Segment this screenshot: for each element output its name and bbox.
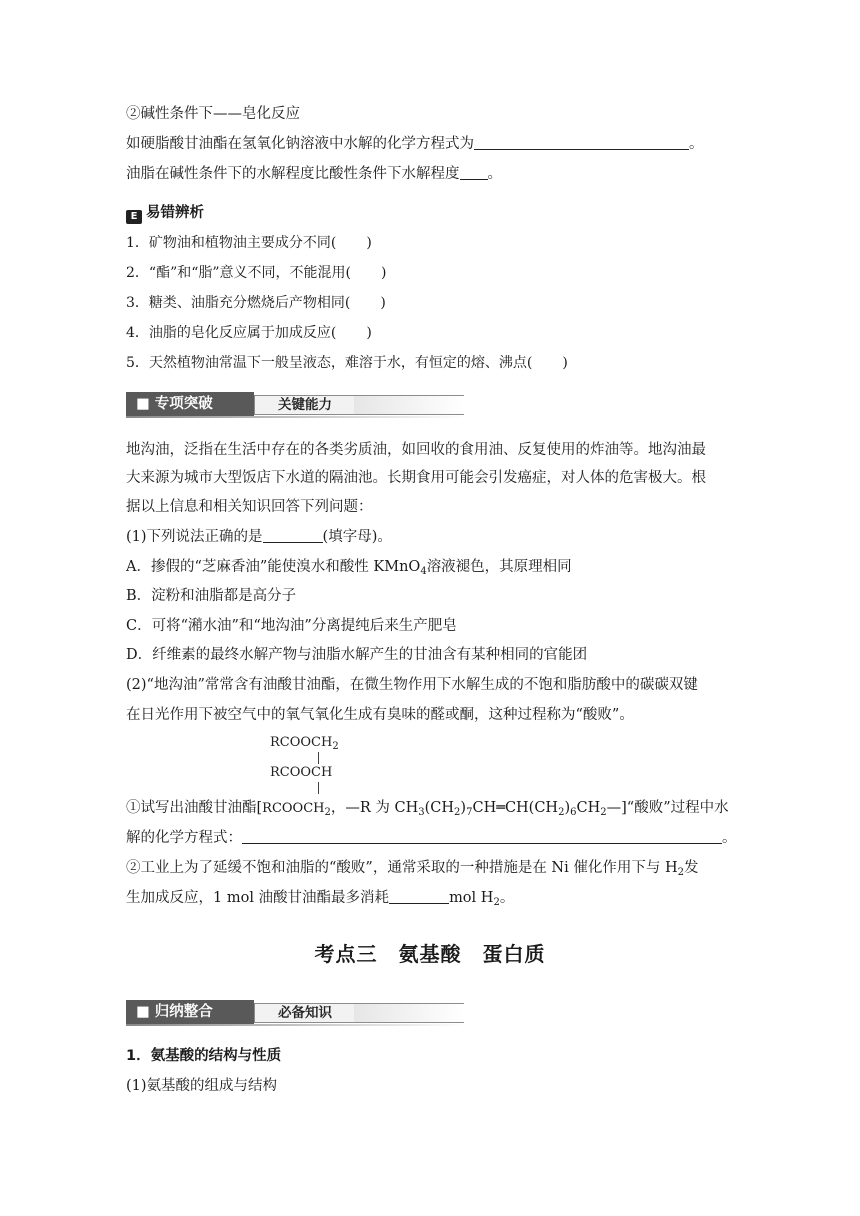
option-a: A．掺假的“芝麻香油”能使溴水和酸性 KMnO$_4$溶液褪色，其原理相同 [126, 559, 572, 577]
banner-light-label: 关键能力 [254, 395, 355, 415]
structure-row-1: $RCOOCH_2$ [270, 735, 339, 752]
banner-rule [126, 416, 464, 418]
error-item-1: 1．矿物油和植物油主要成分不同( ) [126, 235, 372, 251]
sub-question-1-answer: 解的化学方程式： 。 [126, 830, 737, 846]
equation-prompt-line: 如硬脂酸甘油酯在氢氧化钠溶液中水解的化学方程式为 。 [126, 136, 704, 152]
alkaline-condition-line: ②碱性条件下——皂化反应 [126, 106, 300, 122]
answer-blank[interactable] [474, 135, 689, 150]
question-2-line: (2)“地沟油”常常含有油酸甘油酯，在微生物作用下水解生成的不饱和脂肪酸中的碳碳双键 [126, 677, 698, 693]
bond-line [318, 782, 319, 794]
banner-dark-label: ■ 专项突破 [126, 392, 254, 416]
option-d: D．纤维素的最终水解产物与油脂水解产生的甘油含有某种相同的官能团 [126, 647, 588, 663]
question-2-line: 在日光作用下被空气中的氧气氧化生成有臭味的醛或酮，这种过程称为“酸败”。 [126, 707, 634, 723]
answer-blank[interactable] [389, 889, 449, 904]
summary-banner [126, 1000, 464, 1024]
e-badge-icon: E [126, 210, 142, 224]
amino-acid-heading: 1．氨基酸的结构与性质 [126, 1048, 282, 1064]
error-item-3: 3．糖类、油脂充分燃烧后产物相同( ) [126, 295, 386, 311]
section-title: 考点三 氨基酸 蛋白质 [314, 942, 546, 966]
amino-acid-subheading: (1)氨基酸的组成与结构 [126, 1078, 278, 1094]
bond-line [318, 752, 319, 764]
problem-intro-line: 地沟油，泛指在生活中存在的各类劣质油，如回收的食用油、反复使用的炸油等。地沟油最 [126, 442, 706, 458]
option-b: B．淀粉和油脂都是高分子 [126, 588, 297, 604]
option-c: C．可将“潲水油”和“地沟油”分离提纯后来生产肥皂 [126, 618, 457, 634]
banner-tail [354, 395, 464, 415]
problem-intro-line: 大来源为城市大型饭店下水道的隔油池。长期食用可能会引发癌症，对人体的危害极大。根 [126, 470, 706, 486]
answer-blank[interactable] [263, 528, 323, 543]
error-check-heading: E 易错辨析 [126, 203, 204, 223]
structure-row-2: RCOOCH [270, 765, 333, 780]
error-item-4: 4．油脂的皂化反应属于加成反应( ) [126, 325, 372, 341]
error-item-2: 2．“酯”和“脂”意义不同，不能混用( ) [126, 265, 387, 281]
banner-rule [126, 1024, 464, 1026]
sub-question-1-line: ①试写出油酸甘油酯[$RCOOCH_2$，—R 为 $CH_3(CH_2)_7CH═CH(CH_2)_6CH_2—]“$酸败”过程中水 [126, 800, 729, 818]
error-item-5: 5．天然植物油常温下一般呈液态，难溶于水，有恒定的熔、沸点( ) [126, 355, 568, 371]
banner-dark-label: ■ 归纳整合 [126, 1000, 254, 1024]
banner-tail [354, 1003, 464, 1023]
sub-question-2-line: 生加成反应，1 mol 油酸甘油酯最多消耗 mol $H_2$。 [126, 890, 515, 908]
question-1: (1)下列说法正确的是 (填字母)。 [126, 529, 392, 545]
hydrolysis-degree-line: 油脂在碱性条件下的水解程度比酸性条件下水解程度 。 [126, 166, 502, 182]
answer-blank[interactable] [242, 829, 722, 844]
answer-blank[interactable] [460, 165, 488, 180]
problem-intro-line: 据以上信息和相关知识回答下列问题： [126, 499, 373, 515]
special-breakthrough-banner [126, 392, 464, 416]
banner-light-label: 必备知识 [254, 1003, 355, 1023]
sub-question-2-line: ②工业上为了延缓不饱和油脂的“酸败”，通常采取的一种措施是在 Ni 催化作用下与 $H_2$发 [126, 860, 699, 878]
